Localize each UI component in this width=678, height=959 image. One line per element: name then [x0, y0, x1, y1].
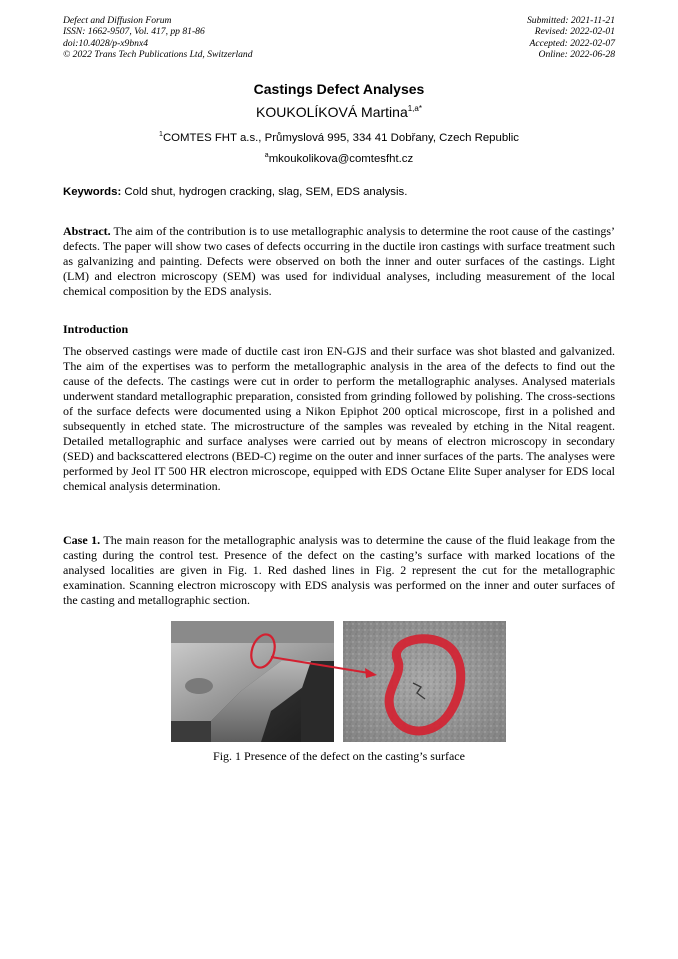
case1-label: Case 1.	[63, 533, 101, 547]
date-online: Online: 2022-06-28	[538, 49, 615, 61]
author-name: KOUKOLÍKOVÁ Martina	[256, 104, 408, 120]
keywords-label: Keywords:	[63, 186, 122, 198]
journal-issn: ISSN: 1662-9507, Vol. 417, pp 81-86	[63, 26, 205, 38]
date-revised: Revised: 2022-02-01	[534, 26, 615, 38]
introduction-heading: Introduction	[63, 322, 129, 336]
email-sup: a	[264, 152, 269, 159]
journal-info	[63, 15, 253, 61]
journal-copyright: © 2022 Trans Tech Publications Ltd, Switzerland	[63, 49, 253, 61]
figure1-left-photo	[171, 621, 334, 742]
abstract-paragraph	[63, 224, 615, 299]
author-line	[0, 104, 678, 120]
email-link[interactable]: mkoukolikova@comtesfht.cz	[268, 153, 414, 165]
casting-overview-image	[171, 621, 334, 742]
journal-doi: doi:10.4028/p-x9bnx4	[63, 37, 148, 49]
abstract-text: The aim of the contribution is to use metallographic analysis to determine the root cause of the castings’ defects. The paper will show two cases of defects occurring in the ductile iron castings with surface treatment such as galvanizing and painting. Defects were observed on both the inner and outer surfaces of the castings. Light (LM) and electron microscopy (SEM) was used for individual analyses, including measurement of the local chemical composition by the EDS analysis.	[63, 224, 615, 298]
figure1-right-photo	[343, 621, 506, 742]
case1-text: The main reason for the metallographic analysis was to determine the cause of the fluid leakage from the casting during the control test. Presence of the defect on the casting’s surface with marked locations of the analysed localities are given in Fig. 1. Red dashed lines in Fig. 2 represent the cut for the metallographic examination. Scanning electron microscopy with EDS analysis was performed on the inner and outer surfaces of the casting and metallographic section.	[63, 533, 615, 607]
email-line	[0, 152, 678, 165]
keywords	[63, 186, 615, 198]
abstract-label: Abstract.	[63, 224, 111, 238]
journal-name: Defect and Diffusion Forum	[63, 15, 172, 26]
date-accepted: Accepted: 2022-02-07	[529, 37, 615, 49]
case1-paragraph	[63, 533, 615, 608]
introduction-paragraph: The observed castings were made of ductile cast iron EN-GJS and their surface was shot blasted and galvanized. The aim of the expertises was to perform the metallographic analysis in the area of the defects to find out the cause of the defects. The castings were cut in order to perform the metallographic analyses. Analysed materials underwent standard metallographic preparation, consisted from grinding followed by polishing. The cross-sections of the surface defects were documented using a Nikon Epiphot 200 optical microscope, first in a polished and subsequently in etched state. The microstructure of the samples was revealed by etching in the Nital reagent. Detailed metallographic and surface analyses were carried out by means of electron microscopy in secondary (SED) and backscattered electrons (BED-C) regime on the outer and inner surfaces of the parts. The analyses were performed by Jeol IT 500 HR electron microscope, equipped with EDS Octane Elite Super analyser for EDS local chemical analysis determination.	[63, 344, 615, 493]
affiliation-line	[0, 131, 678, 144]
paper-title: Castings Defect Analyses	[253, 81, 425, 97]
affiliation-text: COMTES FHT a.s., Průmyslová 995, 334 41 Dobřany, Czech Republic	[162, 132, 519, 144]
defect-closeup-image	[343, 621, 506, 742]
publication-dates	[527, 15, 615, 61]
figure1-caption: Fig. 1 Presence of the defect on the casting’s surface	[213, 749, 465, 763]
keywords-text: Cold shut, hydrogen cracking, slag, SEM, EDS analysis.	[121, 186, 408, 198]
date-submitted: Submitted: 2021-11-21	[526, 15, 615, 26]
affiliation-sup: 1	[159, 131, 163, 138]
author-sup: 1,a*	[407, 104, 422, 113]
